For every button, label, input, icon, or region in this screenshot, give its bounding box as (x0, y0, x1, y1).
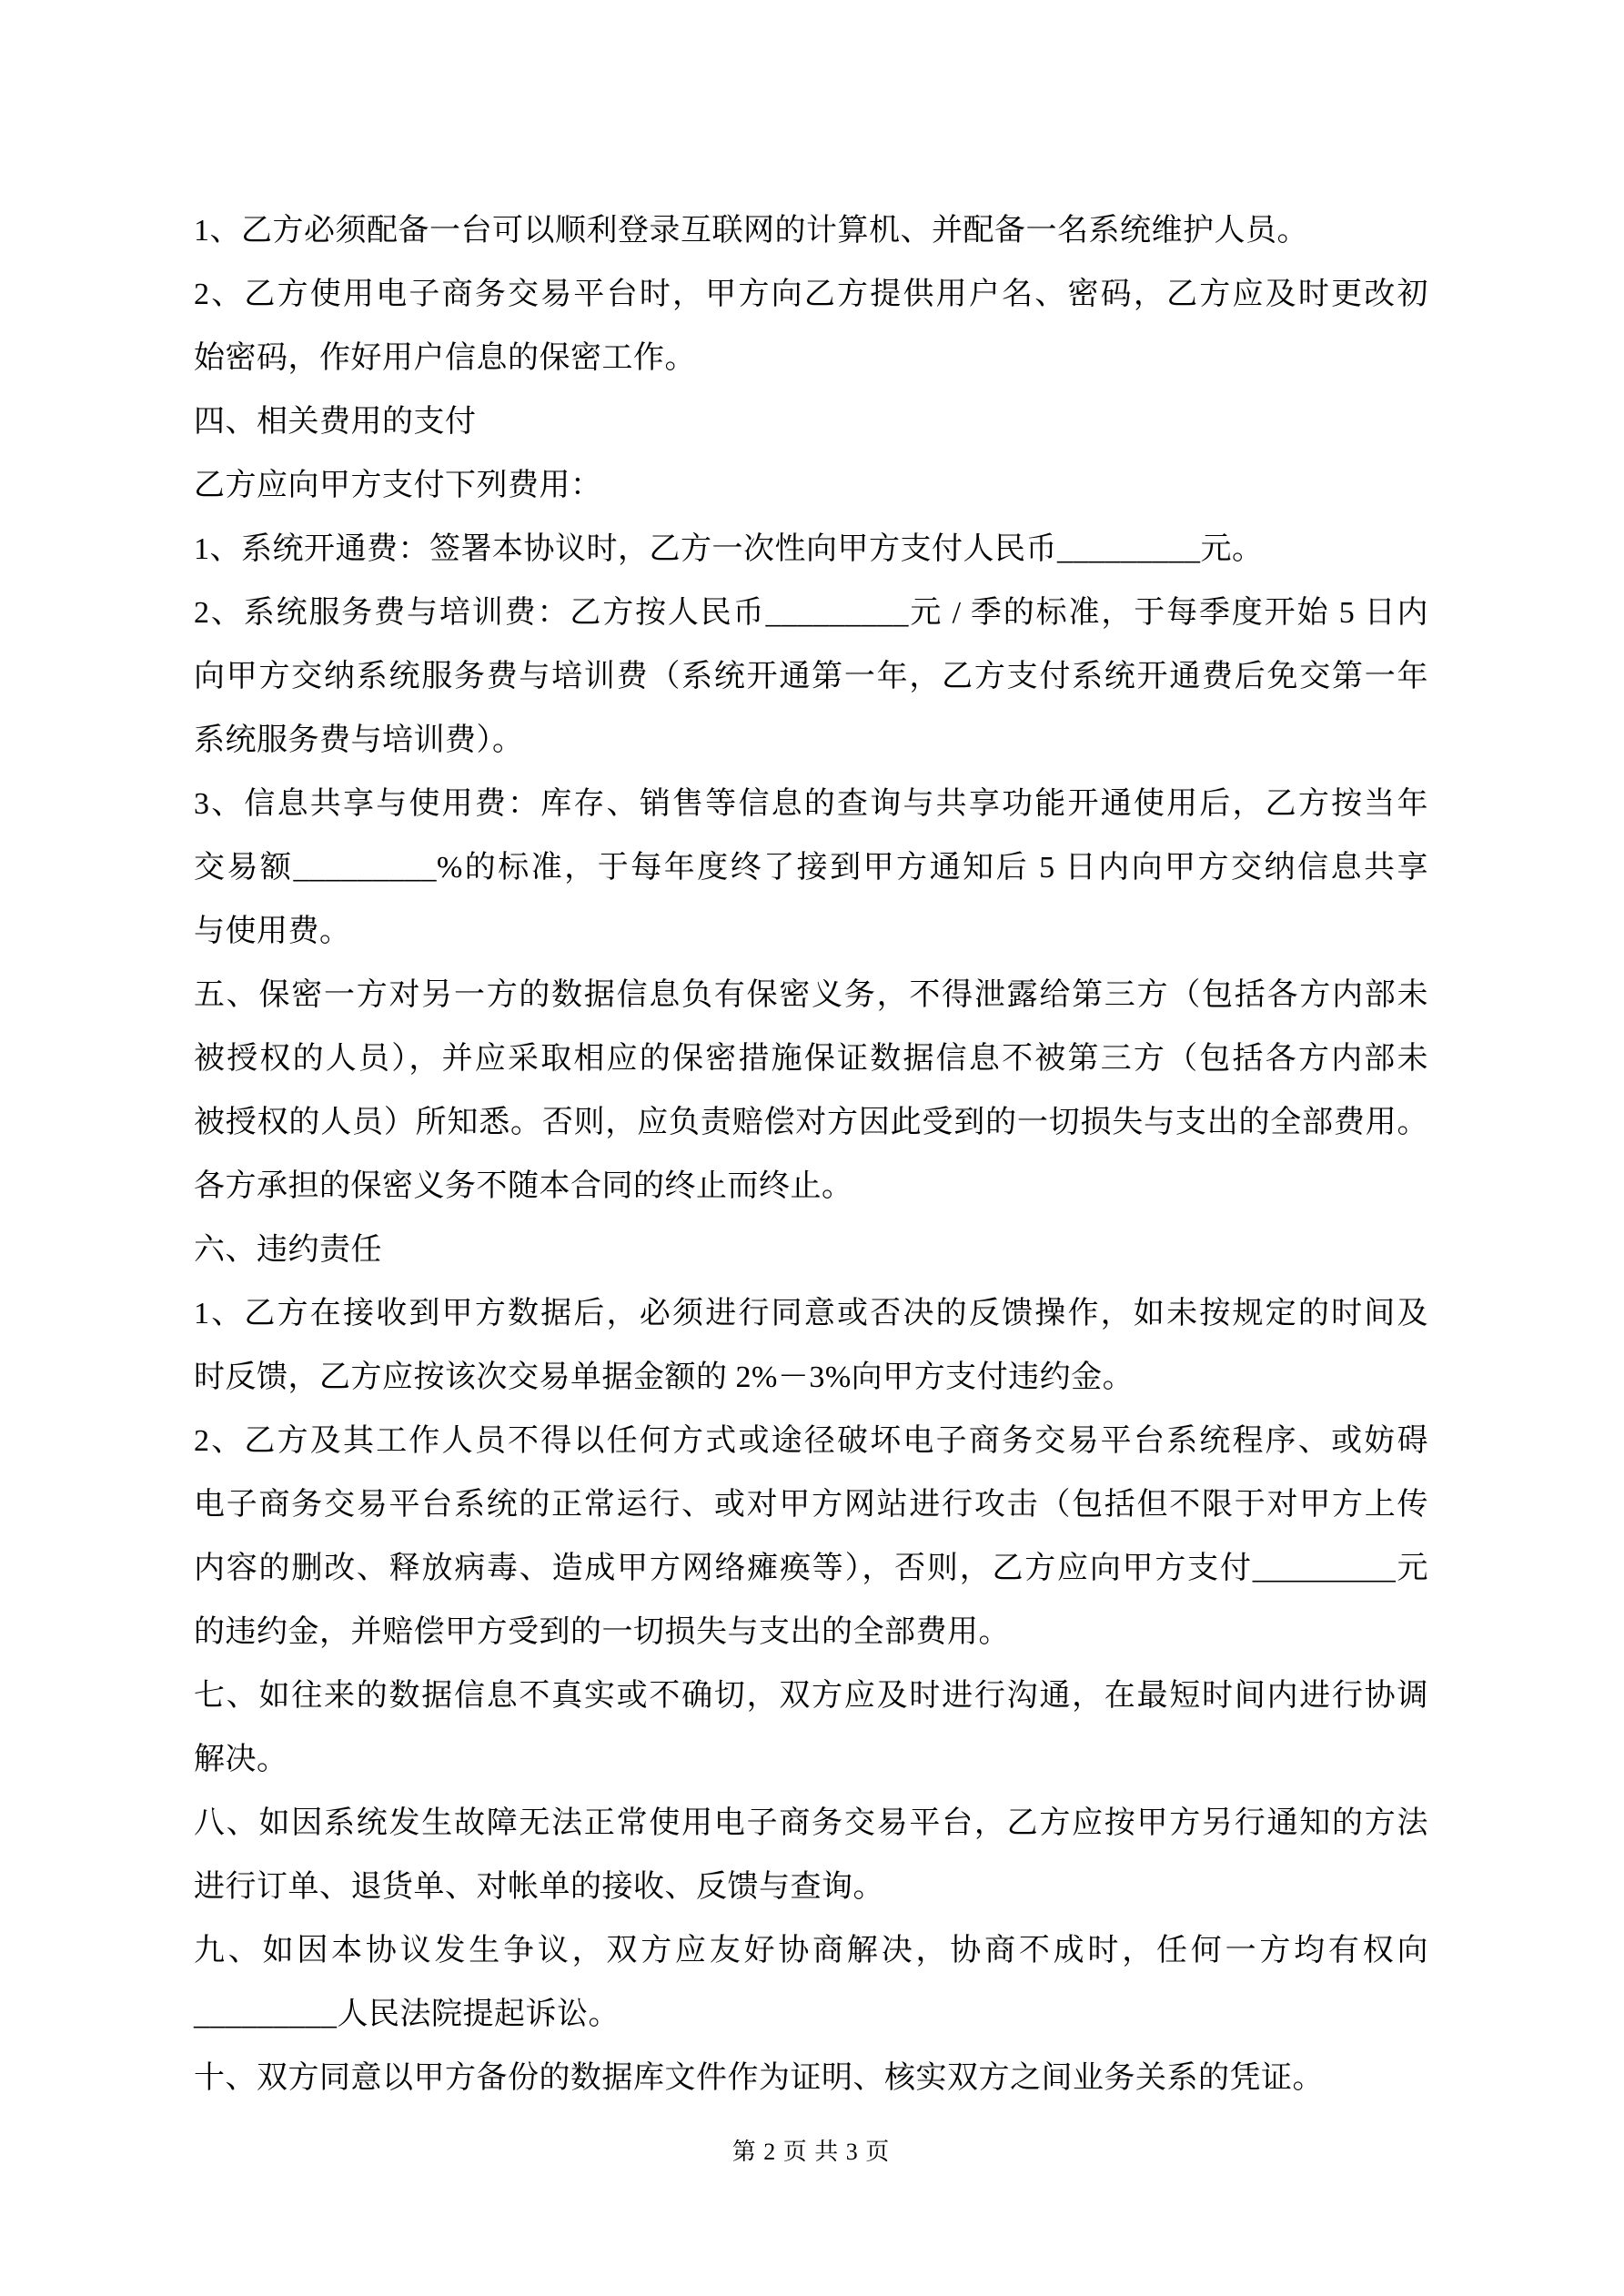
paragraph (194, 964, 1428, 1219)
text-line: 始密码，作好用户信息的保密工作。 (194, 341, 696, 375)
text-line: 九、如因本协议发生争议，双方应友好协商解决，协商不成时，任何一方均有权向 (194, 1934, 1428, 1967)
text-line: 向甲方交纳系统服务费与培训费（系统开通第一年，乙方支付系统开通费后免交第一年 (194, 660, 1428, 693)
document-body (194, 199, 1428, 2110)
text-line: 各方承担的保密义务不随本合同的终止而终止。 (194, 1169, 853, 1203)
page-footer (194, 2134, 1428, 2170)
paragraph (194, 390, 1428, 454)
text-line: 七、如往来的数据信息不真实或不确切，双方应及时进行沟通，在最短时间内进行协调 (194, 1679, 1428, 1713)
text-line: 2、系统服务费与培训费：乙方按人民币_________元 / 季的标准，于每季度开始 5 日内 (194, 596, 1428, 630)
text-line: 十、双方同意以甲方备份的数据库文件作为证明、核实双方之间业务关系的凭证。 (194, 2061, 1324, 2095)
text-line: 时反馈，乙方应按该次交易单据金额的 2%－3%向甲方支付违约金。 (194, 1360, 1135, 1394)
text-line: 内容的删改、释放病毒、造成甲方网络瘫痪等），否则，乙方应向甲方支付_________元 (194, 1552, 1428, 1585)
text-line: 五、保密一方对另一方的数据信息负有保密义务，不得泄露给第三方（包括各方内部未 (194, 978, 1428, 1012)
paragraph (194, 1282, 1428, 1410)
paragraph (194, 1410, 1428, 1664)
page-number-text: 第 2 页 共 3 页 (731, 2139, 891, 2165)
text-line: 2、乙方及其工作人员不得以任何方式或途径破坏电子商务交易平台系统程序、或妨碍 (194, 1424, 1428, 1458)
paragraph (194, 773, 1428, 964)
text-line: 被授权的人员）所知悉。否则，应负责赔偿对方因此受到的一切损失与支出的全部费用。 (194, 1106, 1428, 1139)
paragraph (194, 2047, 1428, 2110)
text-line: 交易额_________%的标准，于每年度终了接到甲方通知后 5 日内向甲方交纳信息共享 (194, 851, 1428, 885)
paragraph (194, 518, 1428, 582)
text-line: 1、系统开通费：签署本协议时，乙方一次性向甲方支付人民币_________元。 (194, 532, 1264, 566)
text-line: 2、乙方使用电子商务交易平台时，甲方向乙方提供用户名、密码，乙方应及时更改初 (194, 278, 1428, 311)
text-line: 乙方应向甲方支付下列费用： (194, 469, 602, 502)
paragraph (194, 199, 1428, 263)
paragraph (194, 1219, 1428, 1282)
text-line: _________人民法院提起诉讼。 (194, 1998, 620, 2031)
text-line: 3、信息共享与使用费：库存、销售等信息的查询与共享功能开通使用后，乙方按当年 (194, 787, 1428, 821)
paragraph (194, 1792, 1428, 1919)
paragraph (194, 582, 1428, 773)
text-line: 被授权的人员），并应采取相应的保密措施保证数据信息不被第三方（包括各方内部未 (194, 1042, 1428, 1076)
paragraph (194, 1919, 1428, 2047)
text-line: 1、乙方在接收到甲方数据后，必须进行同意或否决的反馈操作，如未按规定的时间及 (194, 1297, 1428, 1330)
text-line: 的违约金，并赔偿甲方受到的一切损失与支出的全部费用。 (194, 1615, 1010, 1649)
paragraph (194, 454, 1428, 518)
paragraph (194, 263, 1428, 390)
text-line: 1、乙方必须配备一台可以顺利登录互联网的计算机、并配备一名系统维护人员。 (194, 214, 1308, 248)
text-line: 四、相关费用的支付 (194, 405, 477, 439)
text-line: 电子商务交易平台系统的正常运行、或对甲方网站进行攻击（包括但不限于对甲方上传 (194, 1488, 1428, 1522)
paragraph (194, 1664, 1428, 1792)
text-line: 六、违约责任 (194, 1233, 382, 1267)
text-line: 解决。 (194, 1743, 288, 1776)
text-line: 系统服务费与培训费）。 (194, 723, 524, 757)
text-line: 八、如因系统发生故障无法正常使用电子商务交易平台，乙方应按甲方另行通知的方法 (194, 1806, 1428, 1840)
text-line: 与使用费。 (194, 915, 351, 948)
text-line: 进行订单、退货单、对帐单的接收、反馈与查询。 (194, 1870, 884, 1904)
